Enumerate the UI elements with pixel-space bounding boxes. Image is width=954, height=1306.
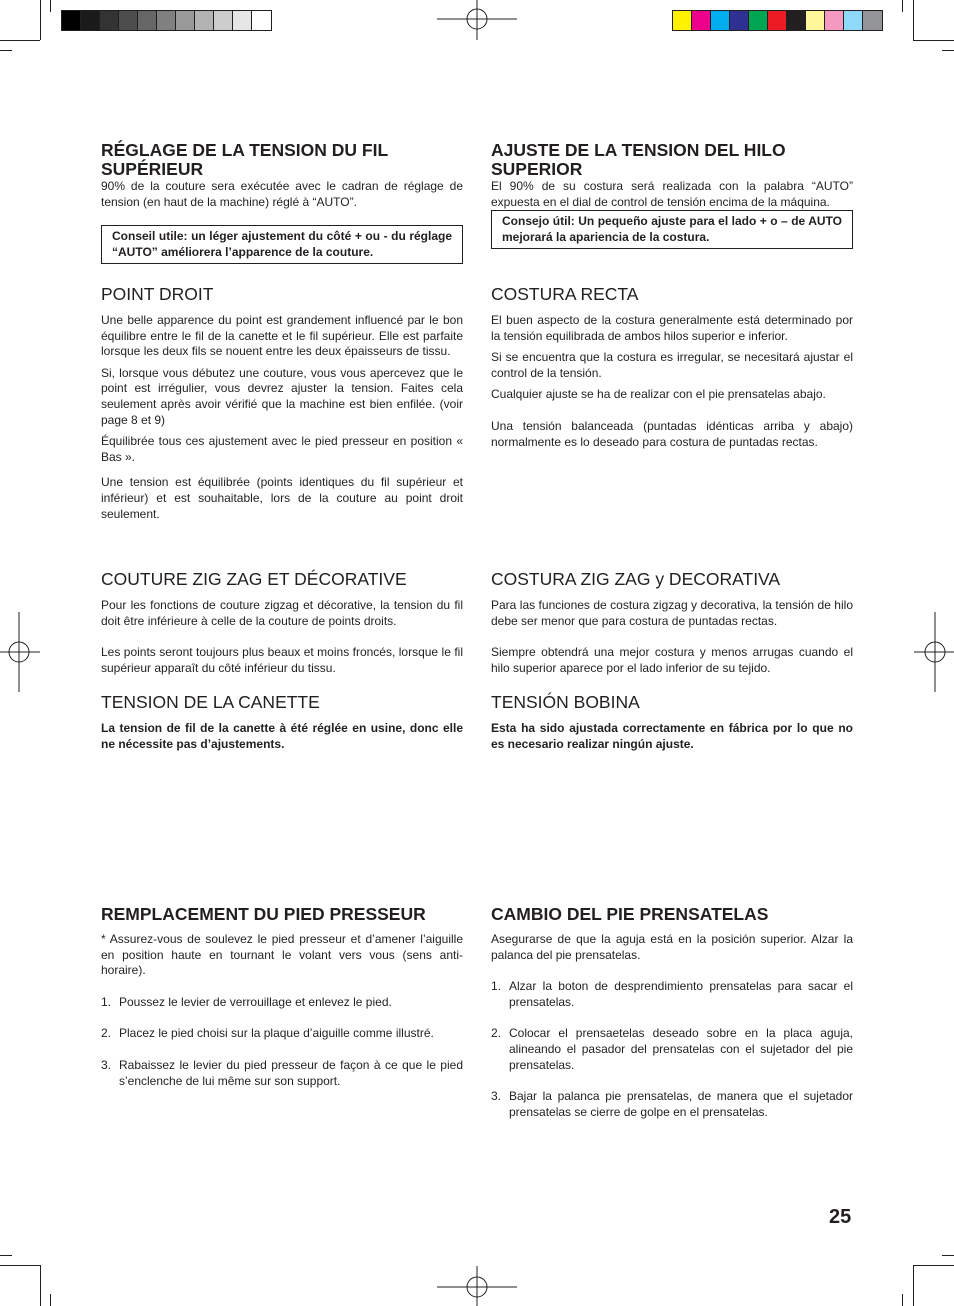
gray-swatch: [100, 11, 119, 30]
right-costura-recta: [491, 284, 853, 450]
right-prensatelas: [491, 905, 853, 1120]
section-title-reglage: RÉGLAGE DE LA TENSION DU FIL SUPÉRIEUR: [101, 140, 388, 179]
section-title-costura-recta: COSTURA RECTA: [491, 284, 639, 304]
left-point-droit: [101, 284, 463, 522]
paragraph: Siempre obtendrá una mejor costura y menos arrugas cuando el hilo superior aparece por el lado inferior de su tejido.: [491, 645, 853, 675]
right-bobina: [491, 692, 853, 752]
section-title-canette: TENSION DE LA CANETTE: [101, 692, 320, 712]
color-swatch: [692, 11, 711, 30]
gray-swatch: [81, 11, 100, 30]
color-swatch: [863, 11, 882, 30]
color-swatch: [730, 11, 749, 30]
color-swatch: [711, 11, 730, 30]
section-title-remplacement: REMPLACEMENT DU PIED PRESSEUR: [101, 904, 426, 924]
left-zigzag: [101, 569, 463, 676]
section-title-cambio: CAMBIO DEL PIE PRENSATELAS: [491, 904, 769, 924]
list-item: 2. Placez le pied choisi sur la plaque d’aiguille comme illustré.: [101, 1026, 434, 1041]
list-item: 1. Poussez le levier de verrouillage et enlevez le pied.: [101, 994, 392, 1009]
paragraph: Une tension est équilibrée (points identiques du fil supérieur et inférieur) et est souhaitable, lors de la couture au point droit seulement.: [101, 475, 463, 521]
color-swatch: [844, 11, 863, 30]
page-number: 25: [829, 1206, 852, 1228]
paragraph: Si se encuentra que la costura es irregular, se necesitará ajustar el control de la tensión.: [491, 350, 853, 380]
right-zigzag: [491, 569, 853, 676]
paragraph: Esta ha sido ajustada correctamente en fábrica por lo que no es necesario realizar ningún ajuste.: [491, 721, 853, 751]
color-swatch: [673, 11, 692, 30]
paragraph: Si, lorsque vous débutez une couture, vous vous apercevez que le point est irrégulier, vous devrez ajuster la tension. Faites cela seulement après avoir vérifié que la machine est bien enfilée. (voir page 8 et 9): [101, 365, 463, 427]
section-title-zigzag: COUTURE ZIG ZAG ET DÉCORATIVE: [101, 569, 407, 589]
list-item: 3. Rabaissez le levier du pied presseur de façon à ce que le pied s’enclenche de lui même sur son support.: [101, 1057, 463, 1088]
paragraph: Para las funciones de costura zigzag y decorativa, la tensión de hilo debe ser menor que para costura de puntadas rectas.: [491, 598, 853, 628]
gray-swatch: [195, 11, 214, 30]
paragraph: Pour les fonctions de couture zigzag et décorative, la tension du fil doit être inférieure à celle de la couture de points droits.: [101, 598, 463, 628]
color-swatch: [806, 11, 825, 30]
tip-box: Consejo útil: Un pequeño ajuste para el lado + o – de AUTO mejorará la apariencia de la costura.: [491, 210, 853, 249]
gray-swatch: [252, 11, 271, 30]
process-color-bar: [672, 10, 883, 31]
gray-swatch: [176, 11, 195, 30]
paragraph: Cualquier ajuste se ha de realizar con el pie prensatelas abajo.: [491, 387, 826, 402]
gray-swatch: [214, 11, 233, 30]
gray-swatch: [119, 11, 138, 30]
section-title-zigzag-es: COSTURA ZIG ZAG y DECORATIVA: [491, 569, 781, 589]
paragraph: La tension de fil de la canette à été réglée en usine, donc elle ne nécessite pas d’ajustements.: [101, 721, 463, 751]
paragraph: El 90% de su costura será realizada con la palabra “AUTO” expuesta en el dial de control de tensión encima de la máquina.: [491, 179, 853, 209]
gray-swatch: [233, 11, 252, 30]
paragraph: * Assurez-vous de soulevez le pied presseur et d’amener l’aiguille en position haute en tournant le volant vers vous (sens anti-horaire).: [101, 932, 463, 978]
paragraph: Une belle apparence du point est grandement influencé par le bon équilibre entre le fil de la canette et le fil supérieur. Elle est parfaite lorsque les deux fils se nouent entre les deux épaisseurs de tissu.: [101, 313, 463, 359]
paragraph: Asegurarse de que la aguja está en la posición superior. Alzar la palanca del pie prensatelas.: [491, 932, 853, 962]
left-canette: [101, 692, 463, 752]
gray-swatch: [157, 11, 176, 30]
left-column: [101, 141, 463, 264]
paragraph: 90% de la couture sera exécutée avec le cadran de réglage de tension (en haut de la machine) réglé à “AUTO”.: [101, 179, 463, 209]
paragraph: Les points seront toujours plus beaux et moins froncés, lorsque le fil supérieur apparaît du côté inférieur du tissu.: [101, 645, 463, 675]
left-pied-presseur: [101, 905, 463, 1089]
paragraph: Équilibrée tous ces ajustement avec le pied presseur en position « Bas ».: [101, 434, 463, 464]
list-item: 1. Alzar la boton de desprendimiento prensatelas para sacar el prensatelas.: [491, 979, 853, 1009]
gray-color-bar: [61, 10, 272, 31]
section-title-ajuste: AJUSTE DE LA TENSION DEL HILO SUPERIOR: [491, 140, 786, 179]
tip-box: Conseil utile: un léger ajustement du côté + ou - du réglage “AUTO” améliorera l’apparence de la couture.: [101, 225, 463, 264]
color-swatch: [768, 11, 787, 30]
section-title-point-droit: POINT DROIT: [101, 284, 214, 304]
gray-swatch: [62, 11, 81, 30]
color-swatch: [749, 11, 768, 30]
color-swatch: [787, 11, 806, 30]
list-item: 2. Colocar el prensaetelas deseado sobre en la placa aguja, alineando el pasador del prensatelas con el sujetador del pie prensatelas.: [491, 1026, 853, 1072]
color-swatch: [825, 11, 844, 30]
right-column: [491, 141, 853, 249]
paragraph: Una tensión balanceada (puntadas idénticas arriba y abajo) normalmente es lo deseado para costura de puntadas rectas.: [491, 418, 853, 449]
list-item: 3. Bajar la palanca pie prensatelas, de manera que el sujetador prensatelas se cierre de golpe en el prensatelas.: [491, 1089, 853, 1119]
section-title-bobina: TENSIÓN BOBINA: [491, 692, 640, 712]
gray-swatch: [138, 11, 157, 30]
paragraph: El buen aspecto de la costura generalmente está determinado por la tensión equilibrada de ambos hilos superior e inferior.: [491, 313, 853, 343]
